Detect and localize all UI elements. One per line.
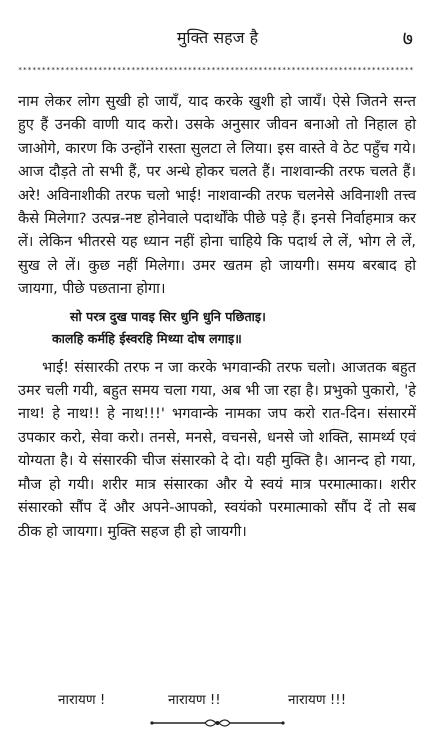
page-number: ७ bbox=[402, 26, 413, 50]
chapter-title: मुक्ति सहज है bbox=[176, 28, 259, 47]
page-body bbox=[18, 90, 416, 543]
ornament-divider-icon bbox=[150, 716, 285, 730]
star-separator: ************************************************************************************ bbox=[18, 66, 415, 74]
chant-3: नारायण !!! bbox=[288, 692, 347, 708]
chant-footer bbox=[0, 690, 435, 712]
page-header bbox=[18, 26, 417, 52]
verse-line-2: कालहि कर्महि ईस्वरहि मिथ्या दोष लगाइ॥ bbox=[52, 330, 242, 346]
chant-1: नारायण ! bbox=[58, 692, 106, 708]
paragraph-1: नाम लेकर लोग सुखी हो जायँ, याद करके खुशी हो जायँ। ऐसे जितने सन्त हुए हैं उनकी वाणी याद करो। उसके अनुसार जीवन बनाओ तो निहाल हो जाओगे, कारण कि उन्होंने रास्ता सुलटा ले लिया। इस वास्ते वे ठेट पहुँच गये। आज दौड़ते तो सभी हैं, पर अन्धे होकर चलते हैं। नाशवान्की तरफ चलते हैं। अरे! अविनाशीकी तरफ चलो भाई! नाशवान्की तरफ चलनेसे अविनाशी तत्त्व कैसे मिलेगा? उत्पन्न-नष्ट होनेवाले पदार्थोंके पीछे पड़े हैं। इनसे निर्वाहमात्र कर लें। लेकिन भीतरसे यह ध्यान नहीं होना चाहिये कि पदार्थ ले लें, भोग ले लें, सुख ले लें। कुछ नहीं मिलेगा। उमर खतम हो जायगी। समय बरबाद हो जायगा, पीछे पछताना होगा। bbox=[18, 93, 416, 298]
verse-line-1: सो परत्र दुख पावइ सिर धुनि धुनि पछिताइ। bbox=[70, 308, 266, 324]
chant-2: नारायण !! bbox=[168, 692, 221, 708]
verse-quote bbox=[18, 306, 416, 350]
paragraph-2: भाई! संसारकी तरफ न जा करके भगवान्की तरफ चलो। आजतक बहुत उमर चली गयी, बहुत समय चला गया, अब भी जा रहा है। प्रभुको पुकारो, 'हे नाथ! हे नाथ!! हे नाथ!!!' भगवान्के नामका जप करो रात-दिन। संसारमें उपकार करो, सेवा करो। तनसे, मनसे, वचनसे, धनसे जो शक्ति, सामर्थ्य एवं योग्यता है। ये संसारकी चीज संसारको दे दो। यही मुक्ति है। आनन्द हो गया, मौज हो गयी। शरीर मात्र संसारका और ये स्वयं मात्र परमात्माका। शरीर संसारको सौंप दें और अपने-आपको, स्वयंको परमात्माको सौंप दें तो सब ठीक हो जायगा। मुक्ति सहज ही हो जायगी। bbox=[18, 358, 416, 540]
